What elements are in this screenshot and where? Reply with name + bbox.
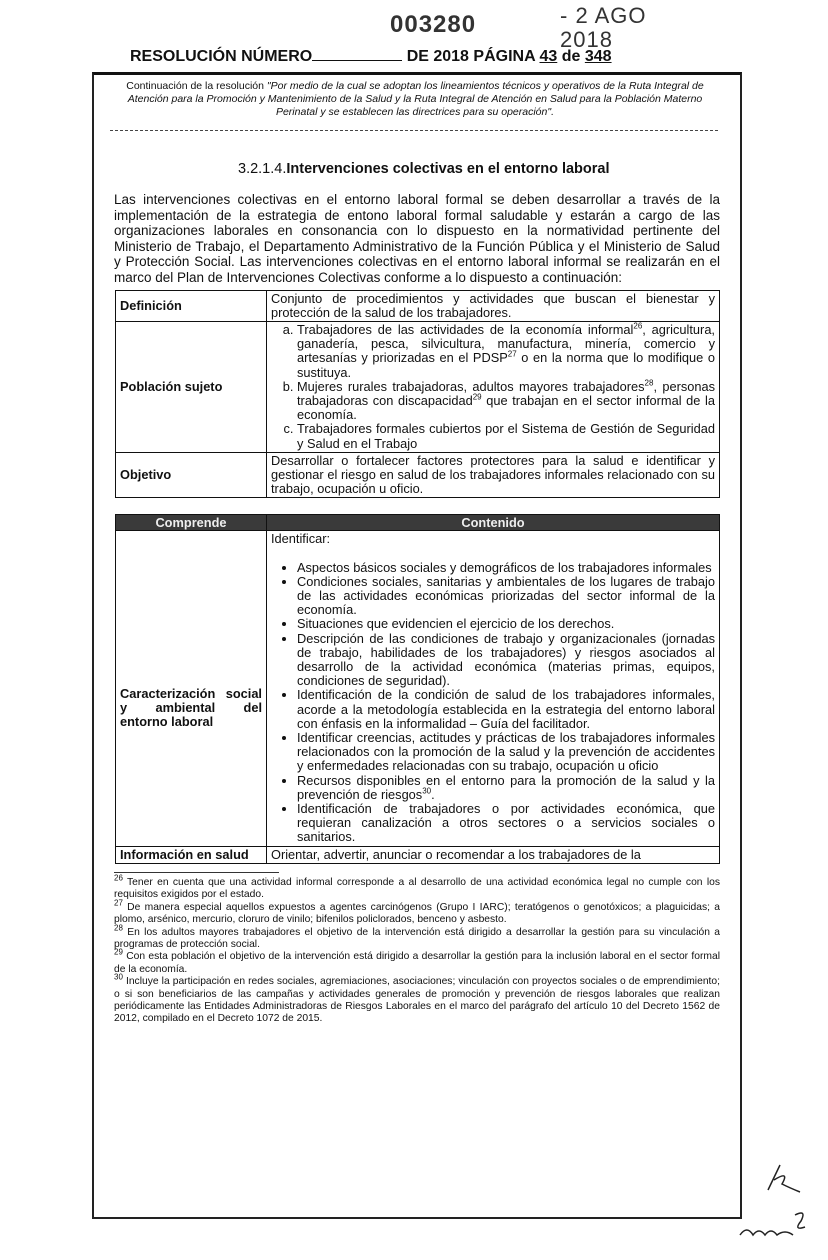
table-row <box>116 452 720 498</box>
page-total: 348 <box>584 48 612 65</box>
header-prefix: RESOLUCIÓN NÚMERO <box>130 48 313 65</box>
list-item: • Situaciones que evidencien el ejercicio de los derechos. <box>297 617 715 631</box>
row-label: Objetivo <box>116 452 267 498</box>
divider <box>110 130 718 131</box>
continuation-lead: Continuación de la resolución <box>126 80 267 92</box>
row-content: Orientar, advertir, anunciar o recomendar a los trabajadores de la <box>267 846 720 863</box>
list-item: • Identificar creencias, actitudes y prácticas de los trabajadores informales relacionados con la promoción de la salud y la prevención de accidentes y enfermedades relacionadas con su trabajo, ocupación u oficio <box>297 731 715 774</box>
page-number: 43 <box>539 48 558 65</box>
list-item: • Aspectos básicos sociales y demográficos de los trabajadores informales <box>297 561 715 575</box>
list-item: b. Mujeres rurales trabajadoras, adultos mayores trabajadores$^{28}$, personas trabajadoras con discapacidad$^{29}$ que trabajan en el sector informal de la economía. <box>297 380 715 423</box>
footnotes <box>114 873 720 1026</box>
footnote: $^{30}$ Incluye la participación en redes sociales, agremiaciones, asociaciones; vinculación con proyectos sociales o de emprendimiento; o si son beneficiarios de las campañas y actividades generales de promoción y prevención de riesgos laborales que realizan periódicamente las Entidades Administradoras de Riesgos Laborales en el marco del parágrafo del artículo 10 del Decreto 1562 de 2012, compilado en el Decreto 1072 de 2015. <box>114 972 720 1025</box>
row-content: Desarrollar o fortalecer factores protectores para la salud e identificar y gestionar el riesgo en salud de los trabajadores informales relacionado con su trabajo, ocupación u oficio. <box>267 452 720 498</box>
row-content <box>267 321 720 452</box>
row-label: Información en salud <box>116 846 267 863</box>
row-label: Caracterización social y ambiental del entorno laboral <box>116 531 267 846</box>
stamp <box>250 0 670 52</box>
footnote: $^{29}$ Con esta población el objetivo de la intervención está dirigido a desarrollar la gestión para la inclusión laboral en el sector formal de la economía. <box>114 947 720 975</box>
list-item: • Condiciones sociales, sanitarias y ambientales de los lugares de trabajo de las actividades económicas priorizadas del sector informal de la economía. <box>297 575 715 618</box>
continuation-note <box>110 80 720 119</box>
row-label: Población sujeto <box>116 321 267 452</box>
list-item: • Recursos disponibles en el entorno para la promoción de la salud y la prevención de riesgos$^{30}$. <box>297 774 715 802</box>
number-blank <box>312 48 402 61</box>
list-item: • Identificación de trabajadores o por actividades económica, que requieran canalización a otros sectores o a servicios sociales o sanitarios. <box>297 802 715 845</box>
footnote: $^{26}$ Tener en cuenta que una actividad informal corresponde a al desarrollo de una actividad económica legal no cumple con los requisitos exigidos por el estado. <box>114 873 720 901</box>
header-middle: DE 2018 PÁGINA <box>406 48 536 65</box>
footnote-separator <box>114 872 279 873</box>
row-content <box>267 531 720 846</box>
table-row <box>116 290 720 321</box>
table-row <box>116 846 720 863</box>
resolution-number-stamp: 003280 <box>390 11 477 38</box>
definition-table <box>115 290 720 499</box>
section-heading <box>238 160 610 178</box>
footnote: $^{28}$ En los adultos mayores trabajadores el objetivo de la intervención está dirigido a desarrollar la gestión para su vinculación a programas de protección social. <box>114 923 720 950</box>
content-table <box>115 514 720 863</box>
page-body <box>114 192 720 1026</box>
continuation-title: "Por medio de la cual se adoptan los lineamientos técnicos y operativos de la Ruta Integral de Atención para la Promoción y Mantenimiento de la Salud y la Ruta Integral de Atención en Salud para la Población Materno Perinatal y se establecen las directrices para su operación". <box>127 80 704 118</box>
table-header <box>116 515 720 531</box>
table-row <box>116 321 720 452</box>
section-number: 3.2.1.4. <box>238 161 287 177</box>
footnote: $^{27}$ De manera especial aquellos expuestos a agentes carcinógenos (Grupo I IARC); teratógenos o genotóxicos; a plaguicidas; a plomo, arsénico, mercurio, cloruro de vinilo; bifenilos policlorados, benceno y asbesto. <box>114 898 720 926</box>
row-content: Conjunto de procedimientos y actividades que buscan el bienestar y protección de la salud de los trabajadores. <box>267 290 720 321</box>
table-row <box>116 531 720 846</box>
list-item: • Identificación de la condición de salud de los trabajadores informales, acorde a la metodología establecida en la estrategia del entorno laboral con énfasis en la informalidad – Guía del facilitador. <box>297 688 715 731</box>
intro-text: Identificar: <box>271 531 331 547</box>
header-contenido: Contenido <box>267 515 720 531</box>
list-item: • Descripción de las condiciones de trabajo y organizacionales (jornadas de trabajo, habilidades de los trabajadores) y riesgos asociados al desarrollo de la actividad económica (materias primas, equipos, condiciones de seguridad). <box>297 632 715 689</box>
list-item: a. Trabajadores de las actividades de la economía informal$^{26}$, agricultura, ganadería, pesca, silvicultura, manufactura, minería, comercio y artesanías y priorizadas en el PDSP$^{27}$ o en la norma que lo modifique o sustituya. <box>297 323 715 380</box>
header-comprende: Comprende <box>116 515 267 531</box>
list-item: c. Trabajadores formales cubiertos por el Sistema de Gestión de Seguridad y Salud en el Trabajo <box>297 422 715 450</box>
header-de: de <box>561 48 581 65</box>
row-label: Definición <box>116 290 267 321</box>
signature-icon <box>735 1205 815 1250</box>
date-stamp: - 2 AGO 2018 <box>560 3 647 52</box>
signature-initials-icon <box>760 1160 810 1200</box>
section-title: Intervenciones colectivas en el entorno laboral <box>286 161 610 177</box>
resolution-header <box>130 48 612 66</box>
intro-paragraph: Las intervenciones colectivas en el entorno laboral formal se deben desarrollar a través de la implementación de la estrategia de entono laboral formal saludable y estarán a cargo de las organizaciones laborales en consonancia con lo dispuesto en la normatividad pertinente del Ministerio de Trabajo, el Departamento Administrativo de la Función Pública y el Ministerio de Salud y Protección Social. Las intervenciones colectivas en el entorno laboral informal se realizarán en el marco del Plan de Intervenciones Colectivas conforme a lo dispuesto a continuación: <box>114 192 720 285</box>
